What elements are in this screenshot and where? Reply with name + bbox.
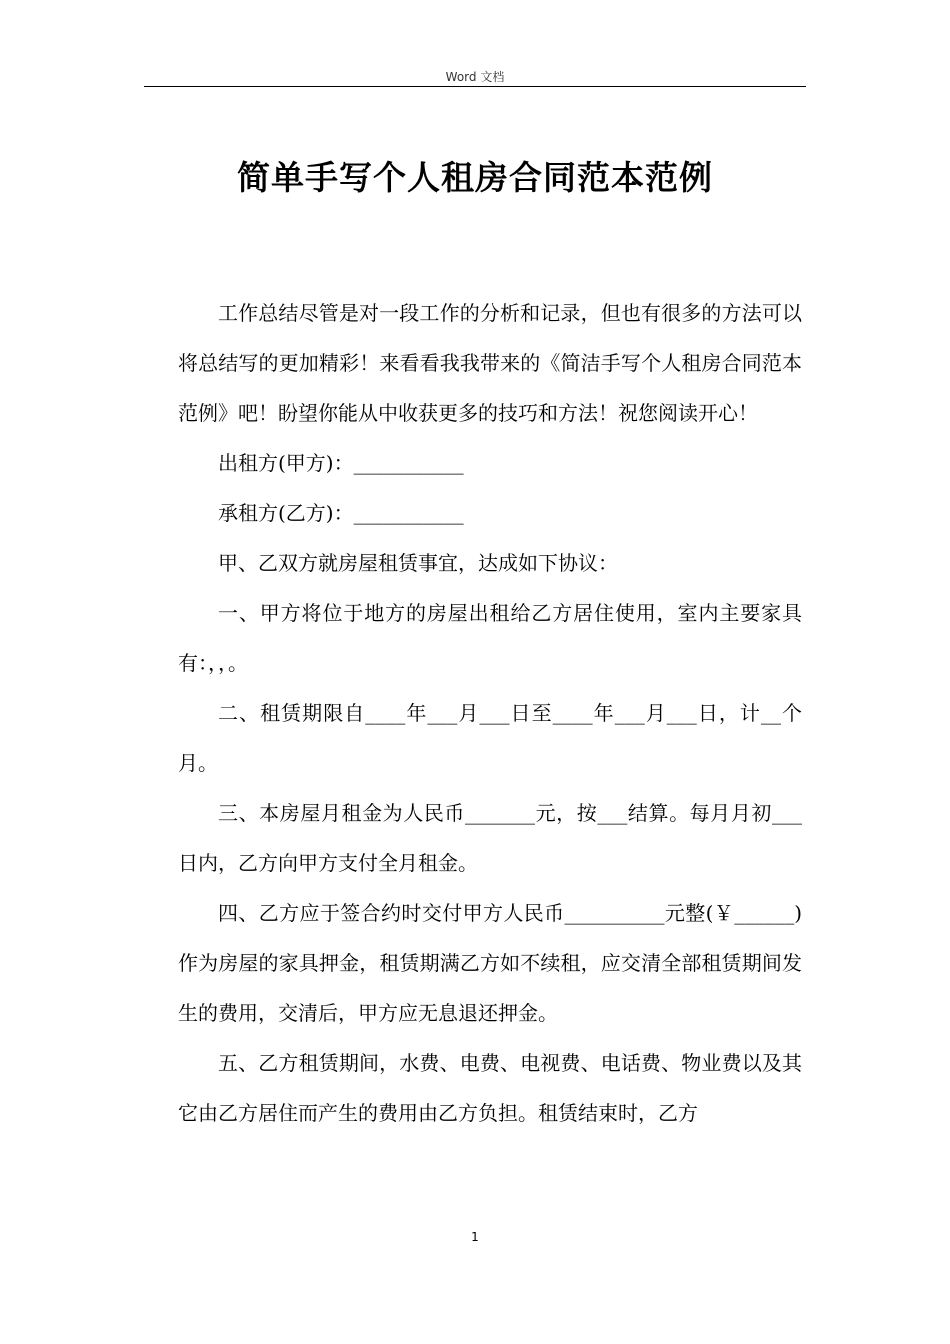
header-divider — [144, 86, 806, 87]
page-number: 1 — [471, 1230, 479, 1244]
clause-2: 二、租赁期限自____年___月___日至____年___月___日，计__个月。 — [178, 701, 802, 775]
agreement-intro: 甲、乙双方就房屋租赁事宜，达成如下协议： — [218, 551, 618, 575]
clause-5: 五、乙方租赁期间，水费、电费、电视费、电话费、物业费以及其它由乙方居住而产生的费用由乙方负担。租赁结束时，乙方 — [178, 1051, 802, 1125]
document-body — [178, 288, 802, 1138]
page-header: Word 文档 — [445, 70, 505, 84]
document-title: 简单手写个人租房合同范本范例 — [237, 158, 713, 197]
intro-paragraph: 工作总结尽管是对一段工作的分析和记录，但也有很多的方法可以将总结写的更加精彩！来看看我我带来的《简洁手写个人租房合同范本范例》吧！盼望你能从中收获更多的技巧和方法！祝您阅读开心！ — [178, 301, 802, 425]
lessee-line: 承租方(乙方)：___________ — [218, 501, 464, 525]
lessor-line: 出租方(甲方)：___________ — [218, 451, 464, 475]
clause-4: 四、乙方应于签合约时交付甲方人民币__________元整(￥______)作为房屋的家具押金，租赁期满乙方如不续租，应交清全部租赁期间发生的费用，交清后，甲方应无息退还押金。 — [178, 901, 802, 1025]
clause-3: 三、本房屋月租金为人民币_______元，按___结算。每月月初___日内，乙方向甲方支付全月租金。 — [178, 801, 802, 875]
clause-1: 一、甲方将位于地方的房屋出租给乙方居住使用，室内主要家具有：，，。 — [178, 601, 802, 675]
